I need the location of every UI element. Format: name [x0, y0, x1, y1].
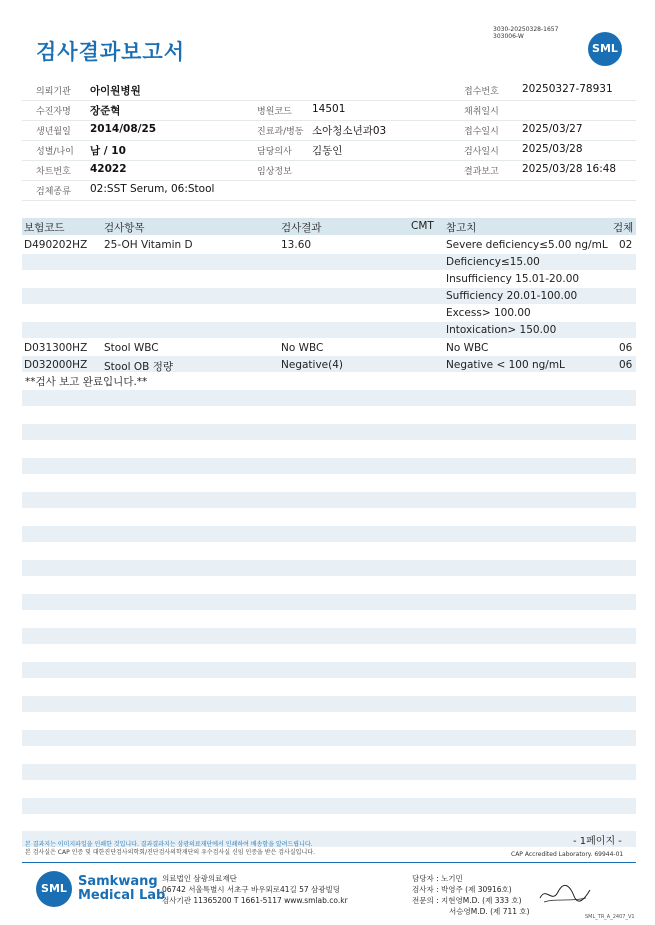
birth-value: 2014/08/25 — [90, 123, 157, 135]
results-table-header — [22, 218, 636, 235]
chart-value: 42022 — [90, 163, 127, 175]
stripe-band — [22, 424, 636, 440]
header-cmt: CMT — [411, 220, 434, 232]
cell-item: Stool WBC — [104, 342, 159, 354]
receipt-date-value: 2025/03/27 — [522, 123, 583, 135]
patient-label: 수진자명 — [36, 107, 71, 117]
dept-label: 진료과/병동 — [257, 127, 304, 137]
cell-ref: Severe deficiency≤5.00 ng/mL — [446, 239, 608, 251]
info-row — [22, 140, 636, 161]
page-number: - 1페이지 - — [573, 836, 622, 847]
sml-footer-logo: SML — [36, 871, 72, 907]
stripe-band — [22, 560, 636, 576]
stripe-band — [22, 764, 636, 780]
birth-label: 생년월일 — [36, 127, 71, 137]
cell-specimen: 02 — [619, 239, 633, 251]
hospital-code-value: 14501 — [312, 103, 346, 115]
table-row — [22, 271, 636, 288]
table-row — [22, 237, 636, 254]
table-row — [22, 340, 636, 357]
signature-image — [536, 880, 592, 908]
report-title: 검사결과보고서 — [36, 40, 186, 64]
info-row — [22, 100, 636, 121]
stripe-band — [22, 628, 636, 644]
stripe-band — [22, 390, 636, 406]
table-row — [22, 305, 636, 322]
cell-ref: Sufficiency 20.01-100.00 — [446, 290, 578, 302]
cell-result: Negative(4) — [281, 359, 343, 371]
patient-value: 장준혁 — [90, 105, 121, 117]
table-row — [22, 254, 636, 271]
collect-date-label: 채취일시 — [464, 107, 499, 117]
test-date-label: 검사일시 — [464, 147, 499, 157]
specimen-value: 02:SST Serum, 06:Stool — [90, 183, 215, 195]
test-date-value: 2025/03/28 — [522, 143, 583, 155]
cell-ref: Intoxication> 150.00 — [446, 324, 557, 336]
stripe-band — [22, 492, 636, 508]
cell-code: D490202HZ — [24, 239, 88, 251]
cell-code: D031300HZ — [24, 342, 88, 354]
info-row — [22, 120, 636, 141]
cell-specimen: 06 — [619, 359, 633, 371]
sml-logo: SML — [588, 32, 622, 66]
dept-value: 소아청소년과03 — [312, 125, 387, 137]
chart-label: 차트번호 — [36, 167, 71, 177]
stripe-band — [22, 526, 636, 542]
info-row — [22, 80, 636, 101]
header-specimen: 검체 — [613, 222, 634, 234]
header-item: 검사항목 — [104, 222, 145, 234]
cell-ref: No WBC — [446, 342, 489, 354]
cell-specimen: 06 — [619, 342, 633, 354]
stripe-band — [22, 458, 636, 474]
footer-notes — [25, 841, 315, 857]
document-code: 3030-20250328-1657 303006-W — [493, 26, 559, 40]
cell-item: 25-OH Vitamin D — [104, 239, 193, 251]
footer-note-1: 본 결과지는 이미지파일을 인쇄한 것입니다. 결과결과지는 삼광의료재단에서 인쇄하여 배송함을 알려드립니다. — [25, 841, 313, 848]
table-row — [22, 357, 636, 374]
cell-result: No WBC — [281, 342, 324, 354]
cell-code: D032000HZ — [24, 359, 88, 371]
lab-address: 의료법인 삼광의료재단 06742 서울특별시 서초구 바우뫼로41길 57 삼광빌딩 검사기관 11365200 T 1661-5117 www.smlab.co.kr — [162, 874, 348, 905]
footer-note-2: 본 검사실은 CAP 인증 및 대한진단검사의학회/진단검사의학재단의 우수검사실 신임 인증을 받은 검사실입니다. — [25, 849, 315, 856]
report-date-label: 결과보고 — [464, 167, 499, 177]
table-row — [22, 288, 636, 305]
header-ref: 참고치 — [446, 222, 477, 234]
cell-item: Stool OB 정량 — [104, 361, 173, 373]
signatories: 담당자 : 노기민 검사자 : 박영주 (제 30916호) 전문의 : 지현영M.D. (제 333 호) 서승영M.D. (제 711 호) — [412, 874, 530, 916]
hospital-code-label: 병원코드 — [257, 107, 292, 117]
cell-result: 13.60 — [281, 239, 312, 251]
cell-ref: Deficiency≤15.00 — [446, 256, 540, 268]
stripe-band — [22, 696, 636, 712]
specimen-label: 검체종류 — [36, 187, 71, 197]
doctor-value: 김동인 — [312, 145, 343, 157]
sex-age-value: 남 / 10 — [90, 145, 126, 157]
receipt-no-label: 접수번호 — [464, 87, 499, 97]
complete-note: **검사 보고 완료입니다.** — [25, 376, 148, 388]
stripe-band — [22, 662, 636, 678]
receipt-no-value: 20250327-78931 — [522, 83, 613, 95]
header-code: 보험코드 — [24, 222, 65, 234]
stripe-band — [22, 594, 636, 610]
doctor-label: 담당의사 — [257, 147, 292, 157]
info-row — [22, 160, 636, 181]
form-code: SML_TR_A_2407_V1 — [585, 914, 635, 920]
lab-name: Samkwang Medical Lab — [78, 874, 166, 903]
receipt-date-label: 접수일시 — [464, 127, 499, 137]
table-row — [22, 322, 636, 339]
stripe-band — [22, 798, 636, 814]
hospital-value: 아이원병원 — [90, 85, 141, 97]
info-row — [22, 180, 636, 201]
clinical-label: 임상정보 — [257, 167, 292, 177]
sex-age-label: 성별/나이 — [36, 147, 74, 157]
cell-ref: Excess> 100.00 — [446, 307, 531, 319]
cell-ref: Negative < 100 ng/mL — [446, 359, 565, 371]
cell-ref: Insufficiency 15.01-20.00 — [446, 273, 580, 285]
footer-divider — [22, 862, 636, 863]
stripe-band — [22, 730, 636, 746]
report-date-value: 2025/03/28 16:48 — [522, 163, 617, 175]
hospital-label: 의뢰기관 — [36, 87, 71, 97]
header-result: 검사결과 — [281, 222, 322, 234]
cap-accreditation: CAP Accredited Laboratory. 69944-01 — [511, 851, 624, 858]
